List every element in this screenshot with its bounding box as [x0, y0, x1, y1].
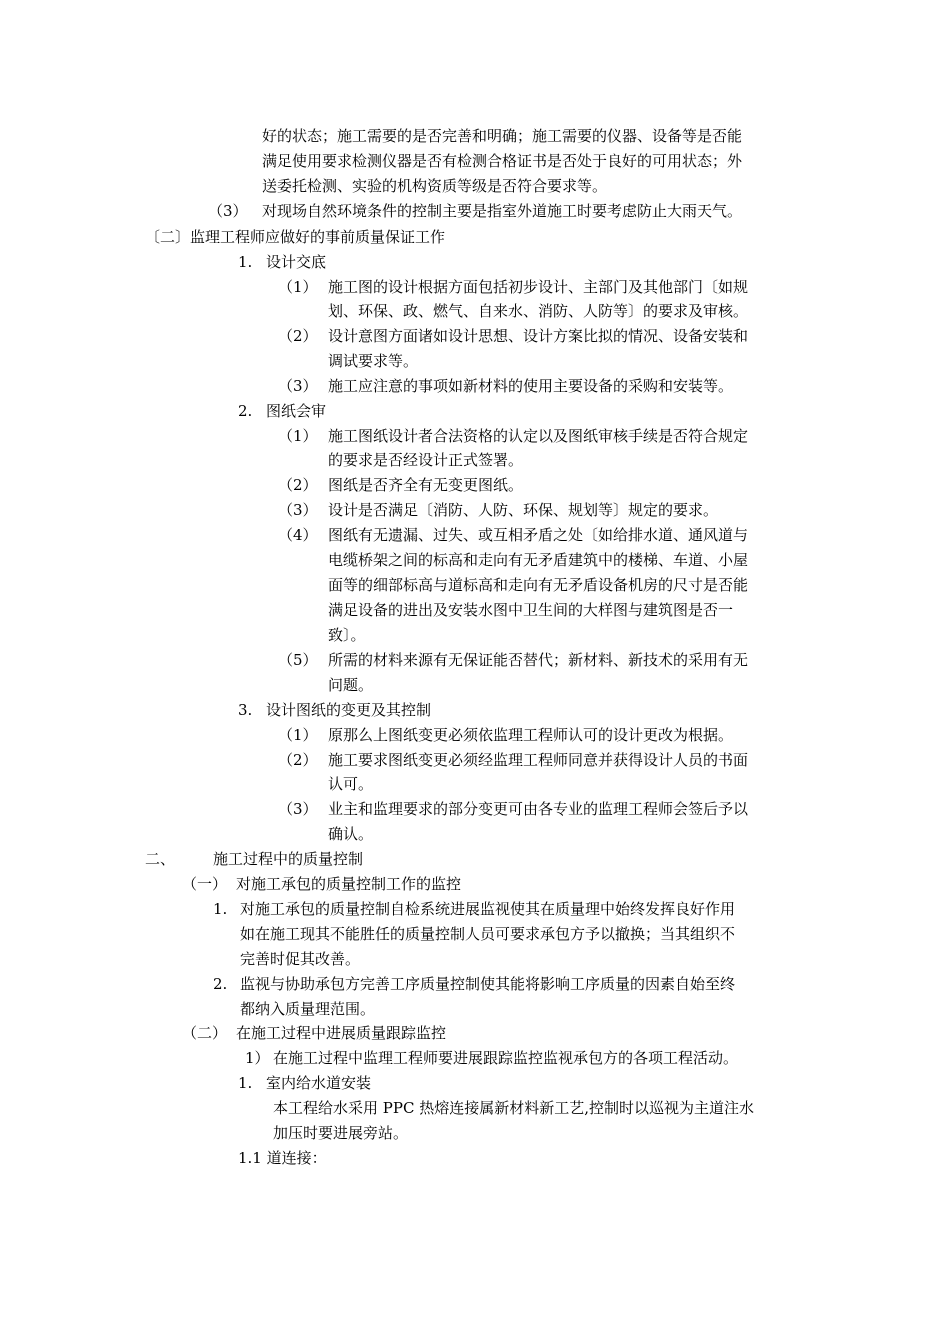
item-number: （3）	[208, 202, 248, 220]
list-item: 在施工过程中监理工程师要进展跟踪监控监视承包方的各项工程活动。	[273, 1049, 739, 1067]
para-line: 对现场自然环境条件的控制主要是指室外道施工时要考虑防止大雨天气。	[262, 202, 743, 220]
item-number: 1.	[238, 1074, 253, 1092]
list-item: 致〕。	[328, 626, 366, 644]
item-number: （1）	[278, 726, 318, 744]
para-line: 本工程给水采用 PPC 热熔连接属新材料新工艺,控制时以巡视为主道注水	[273, 1099, 754, 1117]
chapter-number: 二、	[145, 850, 176, 868]
list-item: 都纳入质量理范围。	[240, 1000, 376, 1018]
list-item: 完善时促其改善。	[240, 950, 361, 968]
item-number: （2）	[278, 751, 318, 769]
item-number: （3）	[278, 501, 318, 519]
item-number: （2）	[278, 476, 318, 494]
list-item: 施工图的设计根据方面包括初步设计、主部门及其他部门〔如规	[328, 278, 749, 296]
list-item: 确认。	[328, 825, 374, 843]
list-item: 电缆桥架之间的标高和走向有无矛盾建筑中的楼梯、车道、小屋	[328, 551, 749, 569]
list-item: 设计意图方面诸如设计思想、设计方案比拟的情况、设备安装和	[328, 327, 749, 345]
subsection-title: 设计图纸的变更及其控制	[266, 701, 432, 719]
item-number: 1.	[238, 253, 253, 271]
subsection-title: 1.1 道连接：	[238, 1149, 327, 1167]
para-line: 好的状态；施工需要的是否完善和明确；施工需要的仪器、设备等是否能	[262, 127, 743, 145]
list-item: 满足设备的进出及安装水图中卫生间的大样图与建筑图是否一	[328, 601, 734, 619]
section-heading: 对施工承包的质量控制工作的监控	[236, 875, 462, 893]
subsection-title: 图纸会审	[266, 402, 327, 420]
list-item: 施工图纸设计者合法资格的认定以及图纸审核手续是否符合规定	[328, 427, 749, 445]
list-item: 监视与协助承包方完善工序质量控制使其能将影响工序质量的因素自始至终	[240, 975, 736, 993]
list-item: 问题。	[328, 676, 374, 694]
section-heading: 在施工过程中进展质量跟踪监控	[236, 1024, 447, 1042]
item-number: 1）	[245, 1049, 270, 1067]
item-number: （1）	[278, 278, 318, 296]
item-number: 2.	[238, 402, 253, 420]
list-item: 设计是否满足〔消防、人防、环保、规划等〕规定的要求。	[328, 501, 719, 519]
para-line: 送委托检测、实验的机构资质等级是否符合要求等。	[262, 177, 608, 195]
chapter-heading: 施工过程中的质量控制	[213, 850, 364, 868]
list-item: 对施工承包的质量控制自检系统进展监视使其在质量理中始终发挥良好作用	[240, 900, 736, 918]
item-number: 1.	[213, 900, 228, 918]
list-item: 所需的材料来源有无保证能否替代；新材料、新技术的采用有无	[328, 651, 749, 669]
item-number: （1）	[278, 427, 318, 445]
list-item: 业主和监理要求的部分变更可由各专业的监理工程师会签后予以	[328, 800, 749, 818]
list-item: 图纸是否齐全有无变更图纸。	[328, 476, 524, 494]
list-item: 划、环保、政、燃气、自来水、消防、人防等〕的要求及审核。	[328, 302, 749, 320]
item-number: 3.	[238, 701, 253, 719]
item-number: （一）	[182, 875, 228, 893]
subsection-title: 室内给水道安装	[266, 1074, 372, 1092]
item-number: 2.	[213, 975, 228, 993]
list-item: 如在施工现其不能胜任的质量控制人员可要求承包方予以撤换；当其组织不	[240, 925, 736, 943]
list-item: 面等的细部标高与道标高和走向有无矛盾设备机房的尺寸是否能	[328, 576, 749, 594]
item-number: （4）	[278, 526, 318, 544]
list-item: 施工要求图纸变更必须经监理工程师同意并获得设计人员的书面	[328, 751, 749, 769]
list-item: 原那么上图纸变更必须依监理工程师认可的设计更改为根据。	[328, 726, 734, 744]
list-item: 施工应注意的事项如新材料的使用主要设备的采购和安装等。	[328, 377, 734, 395]
item-number: （3）	[278, 800, 318, 818]
para-line: 满足使用要求检测仪器是否有检测合格证书是否处于良好的可用状态；外	[262, 152, 743, 170]
section-heading: 〔二〕监理工程师应做好的事前质量保证工作	[145, 228, 446, 246]
list-item: 的要求是否经设计正式签署。	[328, 451, 524, 469]
item-number: （二）	[182, 1024, 228, 1042]
list-item: 图纸有无遗漏、过失、或互相矛盾之处〔如给排水道、通风道与	[328, 526, 749, 544]
list-item: 调试要求等。	[328, 352, 419, 370]
subsection-title: 设计交底	[266, 253, 327, 271]
item-number: （3）	[278, 377, 318, 395]
list-item: 认可。	[328, 775, 374, 793]
item-number: （5）	[278, 651, 318, 669]
para-line: 加压时要进展旁站。	[273, 1124, 409, 1142]
item-number: （2）	[278, 327, 318, 345]
